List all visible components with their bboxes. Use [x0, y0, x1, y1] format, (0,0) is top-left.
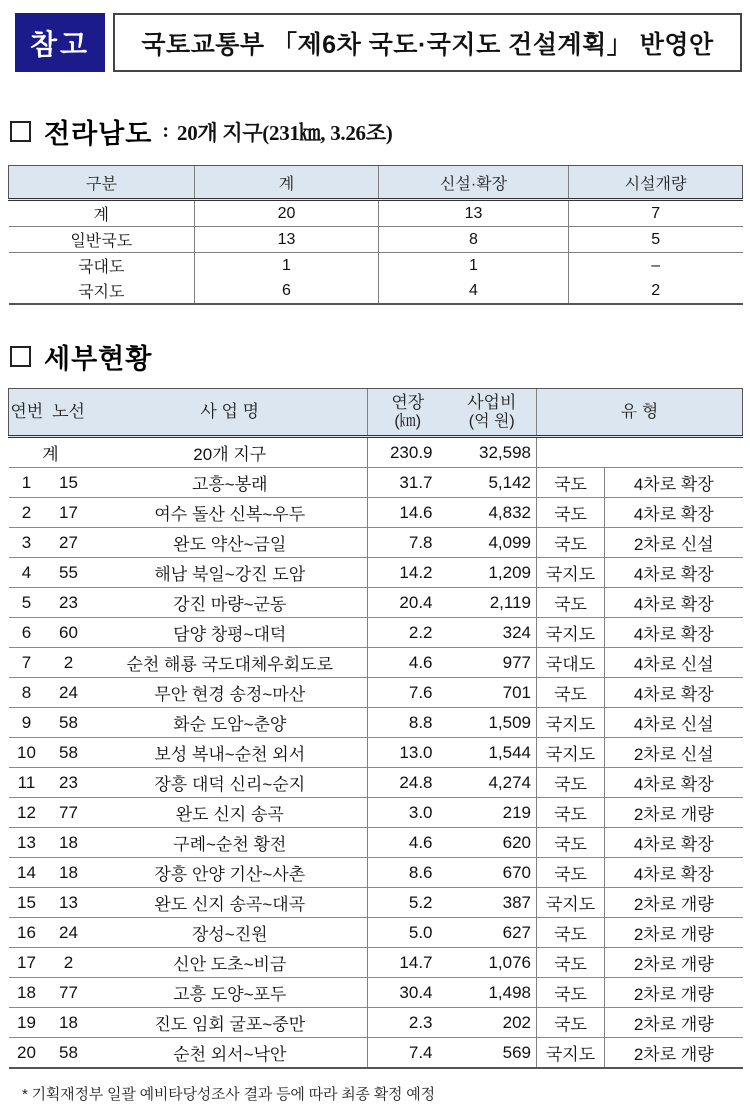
cell-no: 3 — [9, 528, 45, 558]
cell-route: 24 — [45, 678, 93, 708]
detail-header-length — [368, 389, 448, 437]
cell-cost: 1,544 — [448, 738, 537, 768]
summary-row-national-road — [9, 227, 743, 253]
cell-road-class: 국지도 — [537, 558, 605, 588]
cell-route: 55 — [45, 558, 93, 588]
document-header — [0, 0, 750, 72]
cell-length: 14.7 — [368, 948, 448, 978]
cell-no: 1 — [9, 468, 45, 498]
cell-project: 고흥~봉래 — [93, 468, 368, 498]
cell-length: 5.0 — [368, 918, 448, 948]
cell-project: 여수 돌산 신복~우두 — [93, 498, 368, 528]
cell-road-class: 국도 — [537, 798, 605, 828]
summary-header-new-expand: 신설·확장 — [379, 166, 569, 200]
summary-header-total: 계 — [195, 166, 379, 200]
table-row — [9, 738, 743, 768]
cell-new-expand: 1 — [379, 253, 569, 279]
summary-header-improve: 시설개량 — [569, 166, 743, 200]
cell-length: 5.2 — [368, 888, 448, 918]
cell-route: 58 — [45, 708, 93, 738]
cell-route: 18 — [45, 828, 93, 858]
cell-project: 순천 해룡 국도대체우회도로 — [93, 648, 368, 678]
cell-length: 8.6 — [368, 858, 448, 888]
cell-label: 국대도 — [78, 259, 125, 276]
cell-route: 77 — [45, 978, 93, 1008]
table-row — [9, 708, 743, 738]
section-title: 세부현황 — [44, 344, 153, 374]
cell-route: 2 — [45, 648, 93, 678]
table-row — [9, 678, 743, 708]
cell-length: 8.8 — [368, 708, 448, 738]
detail-header-project: 사 업 명 — [93, 389, 368, 437]
cell-project: 화순 도암~춘양 — [93, 708, 368, 738]
cell-road-class: 국지도 — [537, 888, 605, 918]
cell-cost: 1,209 — [448, 558, 537, 588]
cell-route: 60 — [45, 618, 93, 648]
summary-row-total — [9, 200, 743, 227]
cell-work-type: 4차로 확장 — [605, 588, 743, 618]
cell-route: 2 — [45, 948, 93, 978]
cell-length: 7.6 — [368, 678, 448, 708]
cell-no: 5 — [9, 588, 45, 618]
cell-road-class: 국대도 — [537, 648, 605, 678]
cell-no: 13 — [9, 828, 45, 858]
cell-no: 16 — [9, 918, 45, 948]
cell-route: 18 — [45, 1008, 93, 1038]
cell-route: 15 — [45, 468, 93, 498]
cell-total: 20 — [195, 200, 379, 227]
cell-cost: 2,119 — [448, 588, 537, 618]
cell-cost: 387 — [448, 888, 537, 918]
cell-work-type: 4차로 신설 — [605, 648, 743, 678]
cell-total-label: 계 — [9, 437, 93, 468]
square-bullet-icon — [10, 121, 31, 142]
cell-length: 14.6 — [368, 498, 448, 528]
document-title: 국토교통부 「제6차 국도·국지도 건설계획」 반영안 — [141, 30, 714, 59]
cell-cost: 1,076 — [448, 948, 537, 978]
cell-cost: 4,099 — [448, 528, 537, 558]
cell-work-type: 2차로 개량 — [605, 918, 743, 948]
cell-no: 8 — [9, 678, 45, 708]
detail-header-length-line1: 연장 — [391, 393, 425, 413]
table-row — [9, 768, 743, 798]
cell-route: 18 — [45, 858, 93, 888]
cell-cost: 219 — [448, 798, 537, 828]
cell-road-class: 국도 — [537, 768, 605, 798]
cell-work-type: 2차로 개량 — [605, 948, 743, 978]
cell-total-type-empty — [537, 437, 743, 468]
cell-route: 58 — [45, 1038, 93, 1069]
cell-road-class: 국지도 — [537, 738, 605, 768]
detail-table-body — [9, 437, 743, 468]
cell-cost: 202 — [448, 1008, 537, 1038]
cell-no: 15 — [9, 888, 45, 918]
reference-badge: 참고 — [15, 13, 105, 72]
cell-length: 4.6 — [368, 648, 448, 678]
cell-project: 강진 마량~군동 — [93, 588, 368, 618]
cell-project: 신안 도초~비금 — [93, 948, 368, 978]
cell-new-expand: 13 — [379, 200, 569, 227]
cell-road-class: 국도 — [537, 468, 605, 498]
cell-work-type: 2차로 신설 — [605, 738, 743, 768]
cell-work-type: 2차로 개량 — [605, 1008, 743, 1038]
cell-total: 6 — [195, 278, 379, 304]
cell-length: 13.0 — [368, 738, 448, 768]
cell-road-class: 국도 — [537, 678, 605, 708]
table-row — [9, 1008, 743, 1038]
table-row — [9, 828, 743, 858]
table-row — [9, 858, 743, 888]
section-heading-details — [10, 337, 750, 376]
cell-project: 순천 외서~낙안 — [93, 1038, 368, 1069]
cell-no: 18 — [9, 978, 45, 1008]
cell-cost: 670 — [448, 858, 537, 888]
detail-header-cost-line1: 사업비 — [467, 393, 517, 413]
cell-work-type: 4차로 확장 — [605, 468, 743, 498]
cell-road-class: 국도 — [537, 1008, 605, 1038]
detail-header-no: 연번 — [9, 389, 45, 437]
table-row — [9, 528, 743, 558]
cell-cost: 4,832 — [448, 498, 537, 528]
cell-work-type: 4차로 확장 — [605, 678, 743, 708]
summary-header-gubun: 구분 — [9, 166, 195, 200]
cell-work-type: 4차로 확장 — [605, 618, 743, 648]
cell-route: 23 — [45, 588, 93, 618]
cell-work-type: 4차로 확장 — [605, 858, 743, 888]
cell-route: 77 — [45, 798, 93, 828]
table-row — [9, 558, 743, 588]
detail-table — [8, 388, 743, 1069]
cell-road-class: 국지도 — [537, 708, 605, 738]
cell-road-class: 국지도 — [537, 618, 605, 648]
cell-route: 24 — [45, 918, 93, 948]
cell-project: 고흥 도양~포두 — [93, 978, 368, 1008]
cell-route: 58 — [45, 738, 93, 768]
cell-improve: – — [569, 253, 743, 279]
cell-label: 일반국도 — [9, 227, 195, 253]
cell-improve: 7 — [569, 200, 743, 227]
cell-cost: 1,498 — [448, 978, 537, 1008]
cell-no: 9 — [9, 708, 45, 738]
table-row — [9, 918, 743, 948]
cell-cost: 701 — [448, 678, 537, 708]
cell-label: 계 — [9, 200, 195, 227]
cell-project: 완도 신지 송곡~대곡 — [93, 888, 368, 918]
section-subtitle: 20개 지구(231㎞, 3.26조) — [177, 120, 393, 145]
cell-no: 12 — [9, 798, 45, 828]
cell-length: 3.0 — [368, 798, 448, 828]
cell-no: 4 — [9, 558, 45, 588]
summary-row-bypass-road — [9, 253, 743, 279]
table-row — [9, 468, 743, 498]
cell-road-class: 국도 — [537, 828, 605, 858]
cell-label: 국지도 — [78, 284, 125, 301]
detail-header-type: 유 형 — [537, 389, 743, 437]
detail-header-row — [9, 389, 743, 437]
document-title-box — [113, 13, 742, 72]
table-row — [9, 1038, 743, 1069]
cell-road-class: 국도 — [537, 978, 605, 1008]
cell-work-type: 4차로 신설 — [605, 708, 743, 738]
cell-total: 13 — [195, 227, 379, 253]
cell-route: 13 — [45, 888, 93, 918]
detail-header-cost-line2: (억 원) — [468, 412, 515, 430]
cell-road-class: 국지도 — [537, 1038, 605, 1069]
cell-cost: 569 — [448, 1038, 537, 1069]
cell-work-type: 4차로 확장 — [605, 498, 743, 528]
cell-project: 진도 임회 굴포~중만 — [93, 1008, 368, 1038]
cell-length: 7.4 — [368, 1038, 448, 1069]
cell-length: 24.8 — [368, 768, 448, 798]
cell-work-type: 4차로 확장 — [605, 828, 743, 858]
detail-table-rows — [9, 468, 743, 1069]
footnote: * 기획재정부 일괄 예비타당성조사 결과 등에 따라 최종 확정 예정 — [22, 1086, 435, 1103]
cell-road-class: 국도 — [537, 498, 605, 528]
cell-work-type: 2차로 개량 — [605, 798, 743, 828]
cell-project: 장흥 안양 기산~사촌 — [93, 858, 368, 888]
cell-improve: 2 — [569, 278, 743, 304]
cell-project: 완도 신지 송곡 — [93, 798, 368, 828]
cell-road-class: 국도 — [537, 858, 605, 888]
cell-route: 23 — [45, 768, 93, 798]
cell-route: 17 — [45, 498, 93, 528]
cell-road-class: 국도 — [537, 528, 605, 558]
cell-cost: 5,142 — [448, 468, 537, 498]
cell-no: 19 — [9, 1008, 45, 1038]
cell-cost: 1,509 — [448, 708, 537, 738]
cell-improve: 5 — [569, 227, 743, 253]
cell-work-type: 2차로 신설 — [605, 528, 743, 558]
detail-total-row — [9, 437, 743, 468]
cell-length: 2.3 — [368, 1008, 448, 1038]
cell-work-type: 4차로 확장 — [605, 558, 743, 588]
cell-no: 7 — [9, 648, 45, 678]
table-row — [9, 648, 743, 678]
cell-total-project: 20개 지구 — [93, 437, 368, 468]
detail-header-route: 노선 — [45, 389, 93, 437]
cell-no: 10 — [9, 738, 45, 768]
cell-route: 27 — [45, 528, 93, 558]
cell-project: 보성 복내~순천 외서 — [93, 738, 368, 768]
cell-project: 완도 약산~금일 — [93, 528, 368, 558]
summary-header-row — [9, 166, 743, 200]
cell-length: 20.4 — [368, 588, 448, 618]
cell-length: 4.6 — [368, 828, 448, 858]
section-heading-jeonnam — [10, 112, 750, 151]
cell-cost: 627 — [448, 918, 537, 948]
table-row — [9, 588, 743, 618]
cell-project: 장흥 대덕 신리~순지 — [93, 768, 368, 798]
cell-new-expand: 8 — [379, 227, 569, 253]
cell-no: 2 — [9, 498, 45, 528]
cell-work-type: 2차로 개량 — [605, 1038, 743, 1069]
cell-project: 무안 현경 송정~마산 — [93, 678, 368, 708]
table-row — [9, 888, 743, 918]
section-title: 전라남도 — [44, 119, 153, 149]
cell-project: 장성~진원 — [93, 918, 368, 948]
square-bullet-icon — [10, 346, 31, 367]
cell-total: 1 — [195, 253, 379, 279]
cell-project: 담양 창평~대덕 — [93, 618, 368, 648]
summary-table — [8, 165, 743, 305]
cell-cost: 977 — [448, 648, 537, 678]
cell-length: 30.4 — [368, 978, 448, 1008]
cell-project: 해남 북일~강진 도암 — [93, 558, 368, 588]
table-row — [9, 978, 743, 1008]
cell-total-cost: 32,598 — [448, 437, 537, 468]
cell-no: 14 — [9, 858, 45, 888]
cell-road-class: 국도 — [537, 588, 605, 618]
section-colon: : — [162, 120, 169, 142]
cell-no: 17 — [9, 948, 45, 978]
cell-no: 20 — [9, 1038, 45, 1069]
cell-project: 구례~순천 황전 — [93, 828, 368, 858]
cell-length: 7.8 — [368, 528, 448, 558]
cell-new-expand: 4 — [379, 278, 569, 304]
cell-no: 11 — [9, 768, 45, 798]
cell-work-type: 2차로 개량 — [605, 978, 743, 1008]
cell-no: 6 — [9, 618, 45, 648]
cell-length: 14.2 — [368, 558, 448, 588]
cell-total-length: 230.9 — [368, 437, 448, 468]
table-row — [9, 498, 743, 528]
cell-cost: 324 — [448, 618, 537, 648]
cell-cost: 4,274 — [448, 768, 537, 798]
summary-row-local-road — [9, 278, 743, 304]
cell-work-type: 4차로 확장 — [605, 768, 743, 798]
table-row — [9, 618, 743, 648]
cell-road-class: 국도 — [537, 918, 605, 948]
cell-work-type: 2차로 개량 — [605, 888, 743, 918]
table-row — [9, 798, 743, 828]
detail-header-length-line2: (㎞) — [394, 412, 422, 430]
cell-length: 2.2 — [368, 618, 448, 648]
detail-header-cost — [448, 389, 537, 437]
cell-cost: 620 — [448, 828, 537, 858]
table-row — [9, 948, 743, 978]
cell-road-class: 국도 — [537, 948, 605, 978]
cell-length: 31.7 — [368, 468, 448, 498]
